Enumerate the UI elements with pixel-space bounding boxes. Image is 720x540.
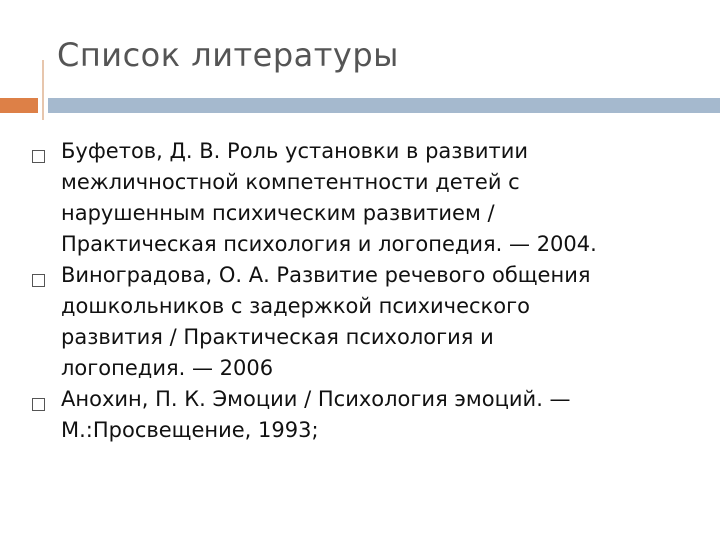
accent-bar-orange	[0, 98, 38, 113]
square-bullet-icon	[32, 274, 45, 287]
reference-line: Буфетов, Д. В. Роль установки в развитии	[61, 139, 529, 163]
reference-line: межличностной компетентности детей с	[61, 170, 520, 194]
reference-text	[61, 384, 680, 446]
reference-line: развития / Практическая психология и	[61, 325, 494, 349]
reference-text	[61, 136, 680, 260]
reference-line: логопедия. — 2006	[61, 356, 274, 380]
title-divider-line	[42, 60, 44, 120]
square-bullet-icon	[32, 398, 45, 411]
reference-item	[30, 260, 680, 384]
reference-item	[30, 136, 680, 260]
square-bullet-icon	[32, 150, 45, 163]
reference-line: М.:Просвещение, 1993;	[61, 418, 319, 442]
reference-list	[30, 136, 680, 446]
reference-text	[61, 260, 680, 384]
reference-line: нарушенным психическим развитием /	[61, 201, 495, 225]
reference-line: Практическая психология и логопедия. — 2004.	[61, 232, 597, 256]
reference-line: Анохин, П. К. Эмоции / Психология эмоций. —	[61, 387, 571, 411]
accent-bar-blue	[48, 98, 720, 113]
slide-title: Список литературы	[57, 36, 399, 74]
reference-line: дошкольников с задержкой психического	[61, 294, 530, 318]
reference-line: Виноградова, О. А. Развитие речевого общения	[61, 263, 591, 287]
reference-item	[30, 384, 680, 446]
